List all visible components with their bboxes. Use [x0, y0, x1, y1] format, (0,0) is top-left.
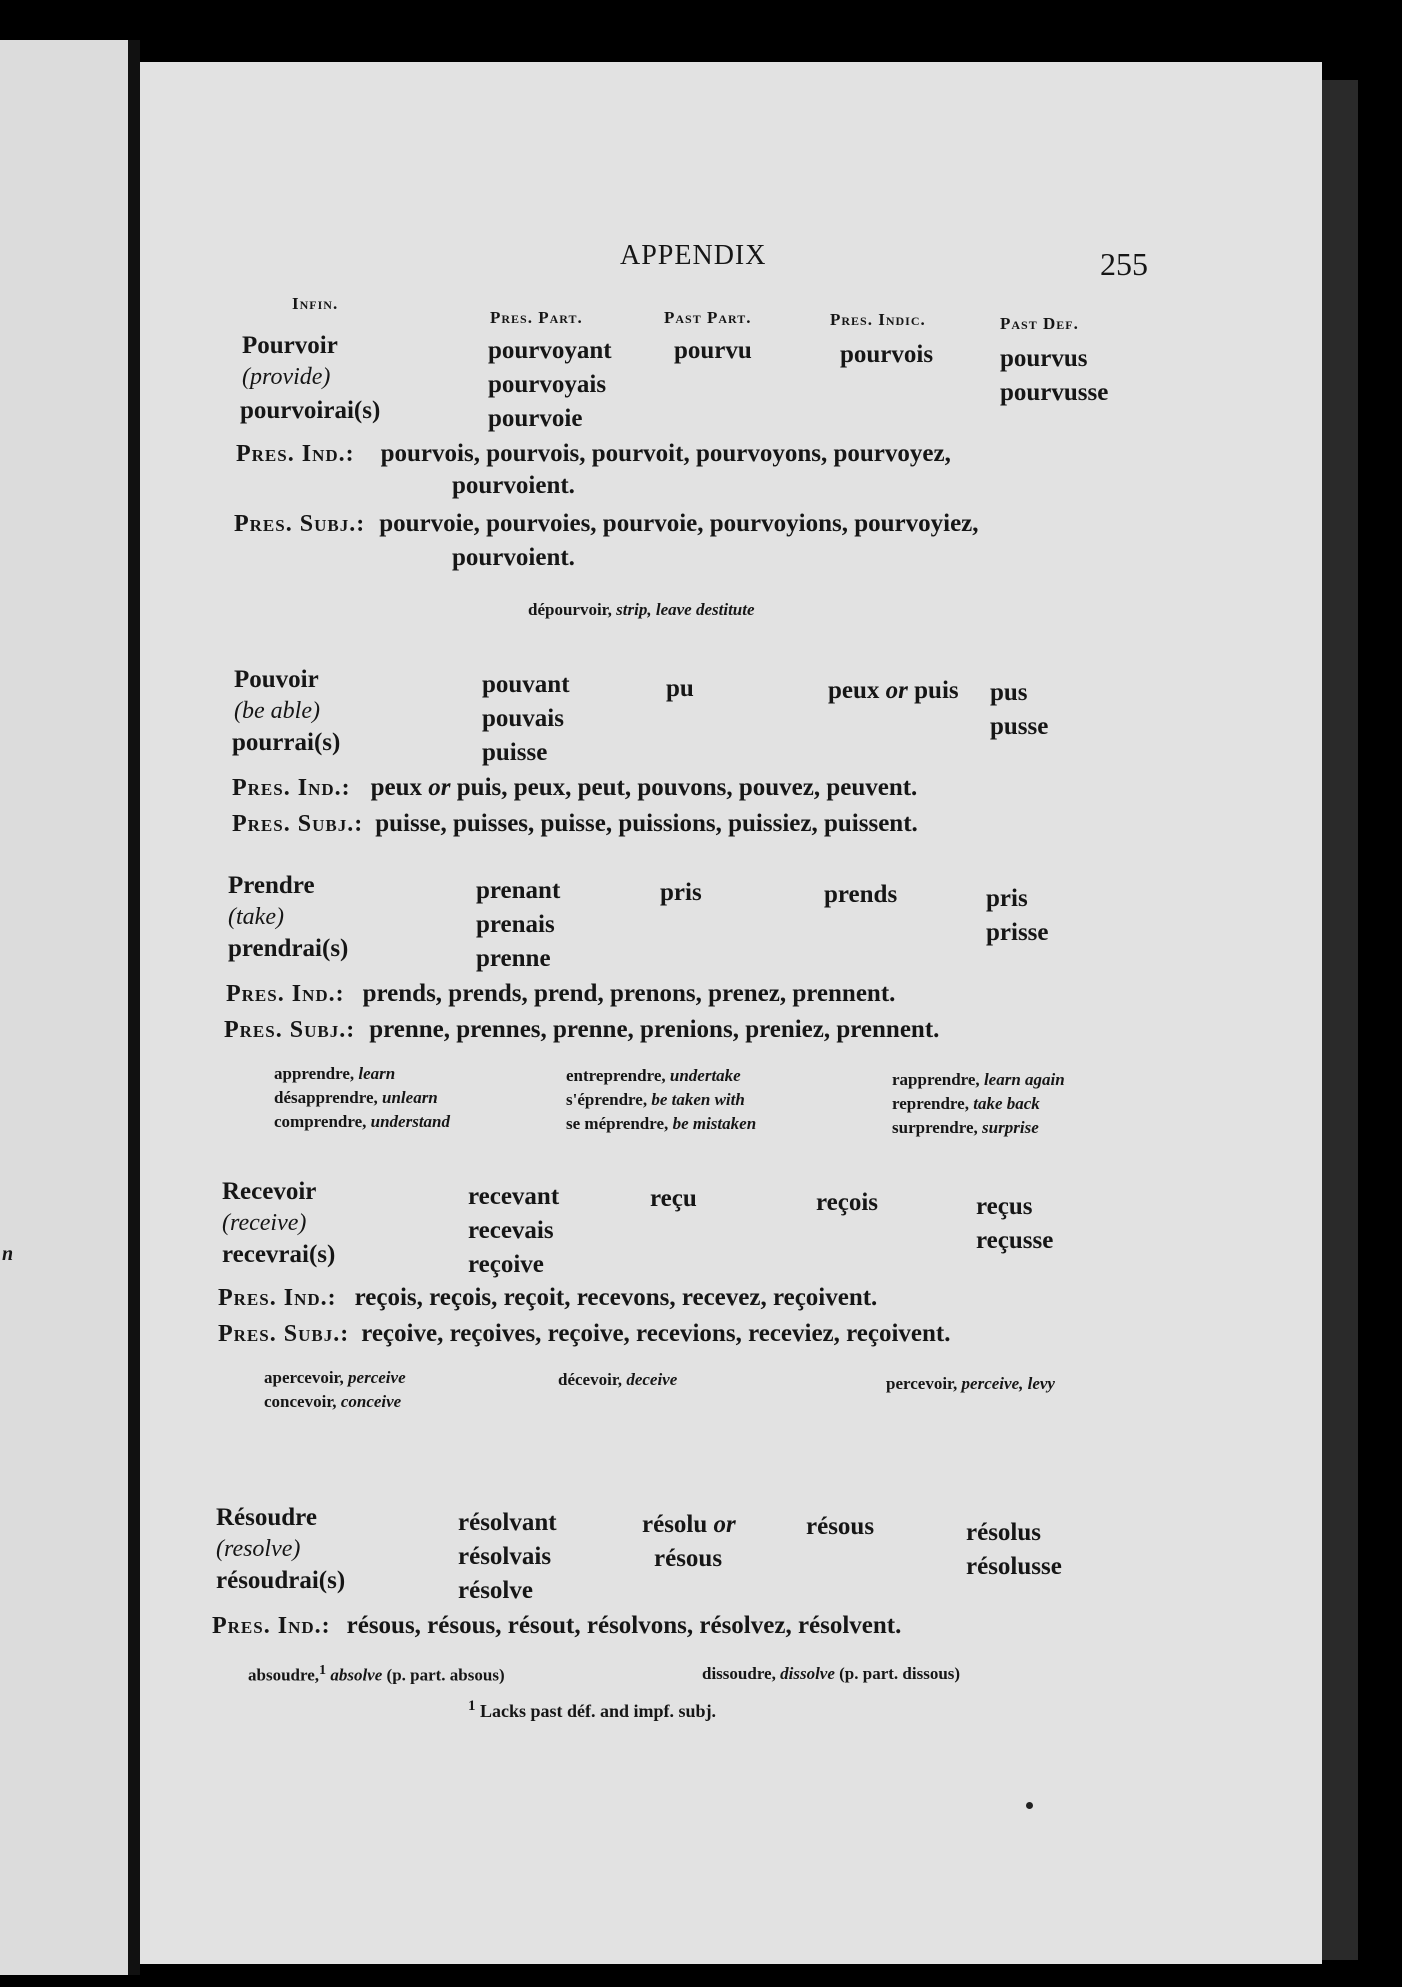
verb-infinitive: Pourvoir	[242, 332, 338, 359]
verb-infinitive: Pouvoir	[234, 666, 319, 693]
page-title: APPENDIX	[620, 240, 767, 271]
pres-ind-cont: pourvoient.	[452, 472, 575, 499]
past-def-forms: résolus résolusse	[966, 1519, 1062, 1580]
pres-ind-row: Pres. Ind.: reçois, reçois, reçoit, recevons, recevez, reçoivent.	[218, 1284, 878, 1311]
pres-indic: reçois	[816, 1189, 879, 1216]
pres-indic: pourvois	[840, 341, 934, 368]
pres-subj-row: Pres. Subj.: puisse, puisses, puisse, puissions, puissiez, puissent.	[232, 810, 918, 837]
page-speck	[1026, 1802, 1033, 1809]
verb-meaning: (take)	[228, 904, 284, 930]
verb-future: résoudrai(s)	[216, 1567, 346, 1594]
verb-infinitive: Résoudre	[216, 1504, 317, 1531]
derivative: dépourvoir, strip, leave destitute	[528, 600, 755, 619]
derivatives-col-3: rapprendre, learn again reprendre, take back surprendre, surprise	[892, 1070, 1065, 1137]
page	[140, 62, 1322, 1964]
verb-future: pourvoirai(s)	[240, 397, 381, 424]
past-part: résolu or résous	[642, 1511, 736, 1572]
past-def-forms: pris prisse	[986, 885, 1049, 946]
derivative-dissoudre: dissoudre, dissolve (p. part. dissous)	[702, 1664, 961, 1683]
pres-part-forms: résolvant résolvais résolve	[458, 1509, 557, 1604]
derivatives-col-2: décevoir, deceive	[558, 1370, 678, 1389]
page-number: 255	[1100, 246, 1148, 282]
verb-future: recevrai(s)	[222, 1241, 336, 1268]
past-def-forms: pourvus pourvusse	[1000, 345, 1109, 406]
book-gutter	[128, 40, 140, 1975]
past-part: reçu	[650, 1185, 697, 1212]
past-def-forms: reçus reçusse	[976, 1193, 1054, 1254]
pres-indic: peux or puis	[828, 677, 959, 704]
verb-future: prendrai(s)	[228, 935, 349, 962]
pres-ind-row: Pres. Ind.: prends, prends, prend, prenons, prenez, prennent.	[226, 980, 896, 1007]
pres-ind-row: Pres. Ind.: pourvois, pourvois, pourvoit, pourvoyons, pourvoyez,	[236, 440, 951, 467]
derivatives-col-3: percevoir, perceive, levy	[886, 1374, 1055, 1393]
derivatives-col-2: entreprendre, undertake s'éprendre, be taken with se méprendre, be mistaken	[566, 1066, 757, 1133]
page-edge-shadow	[1322, 80, 1358, 1960]
verb-infinitive: Recevoir	[222, 1178, 317, 1205]
verb-meaning: (receive)	[222, 1210, 307, 1236]
past-part: pourvu	[674, 337, 752, 364]
footnote: $^1$ Lacks past déf. and impf. subj.	[468, 1698, 717, 1721]
verb-meaning: (provide)	[242, 364, 331, 390]
pres-subj-row: Pres. Subj.: reçoive, reçoives, reçoive, recevions, receviez, reçoivent.	[218, 1320, 951, 1347]
pres-part-forms: pouvant pouvais puisse	[482, 671, 570, 766]
verb-meaning: (resolve)	[216, 1536, 301, 1562]
pres-ind-row: Pres. Ind.: résous, résous, résout, résolvons, résolvez, résolvent.	[212, 1612, 902, 1639]
pres-part-forms: prenant prenais prenne	[476, 877, 561, 972]
derivatives-col-1: apprendre, learn désapprendre, unlearn comprendre, understand	[274, 1064, 451, 1131]
verb-meaning: (be able)	[234, 698, 320, 724]
column-heading-past-def: Past Def.	[1000, 314, 1079, 333]
left-page	[0, 40, 128, 1975]
column-heading-past-part: Past Part.	[664, 308, 752, 327]
pres-part-forms: recevant recevais reçoive	[468, 1183, 560, 1278]
verb-future: pourrai(s)	[232, 729, 341, 756]
verb-infinitive: Prendre	[228, 872, 315, 899]
pres-subj-row: Pres. Subj.: pourvoie, pourvoies, pourvoie, pourvoyions, pourvoyiez,	[234, 510, 979, 537]
past-part: pris	[660, 879, 702, 906]
pres-subj-cont: pourvoient.	[452, 544, 575, 571]
past-part: pu	[666, 675, 694, 702]
column-heading-infin: Infin.	[292, 294, 339, 313]
column-heading-pres-part: Pres. Part.	[490, 308, 583, 327]
pres-subj-row: Pres. Subj.: prenne, prennes, prenne, prenions, preniez, prennent.	[224, 1016, 940, 1043]
pres-ind-row: Pres. Ind.: peux or puis, peux, peut, pouvons, pouvez, peuvent.	[232, 774, 918, 801]
left-page-glyph: n	[2, 1243, 14, 1265]
column-heading-pres-indic: Pres. Indic.	[830, 310, 926, 329]
pres-part-forms: pourvoyant pourvoyais pourvoie	[488, 337, 612, 432]
derivatives-col-1: apercevoir, perceive concevoir, conceive	[264, 1368, 406, 1411]
derivative-absoudre: absoudre,$^1$ absolve (p. part. absous)	[248, 1662, 505, 1685]
pres-indic: résous	[806, 1513, 875, 1540]
past-def-forms: pus pusse	[990, 679, 1049, 740]
pres-indic: prends	[824, 881, 898, 908]
